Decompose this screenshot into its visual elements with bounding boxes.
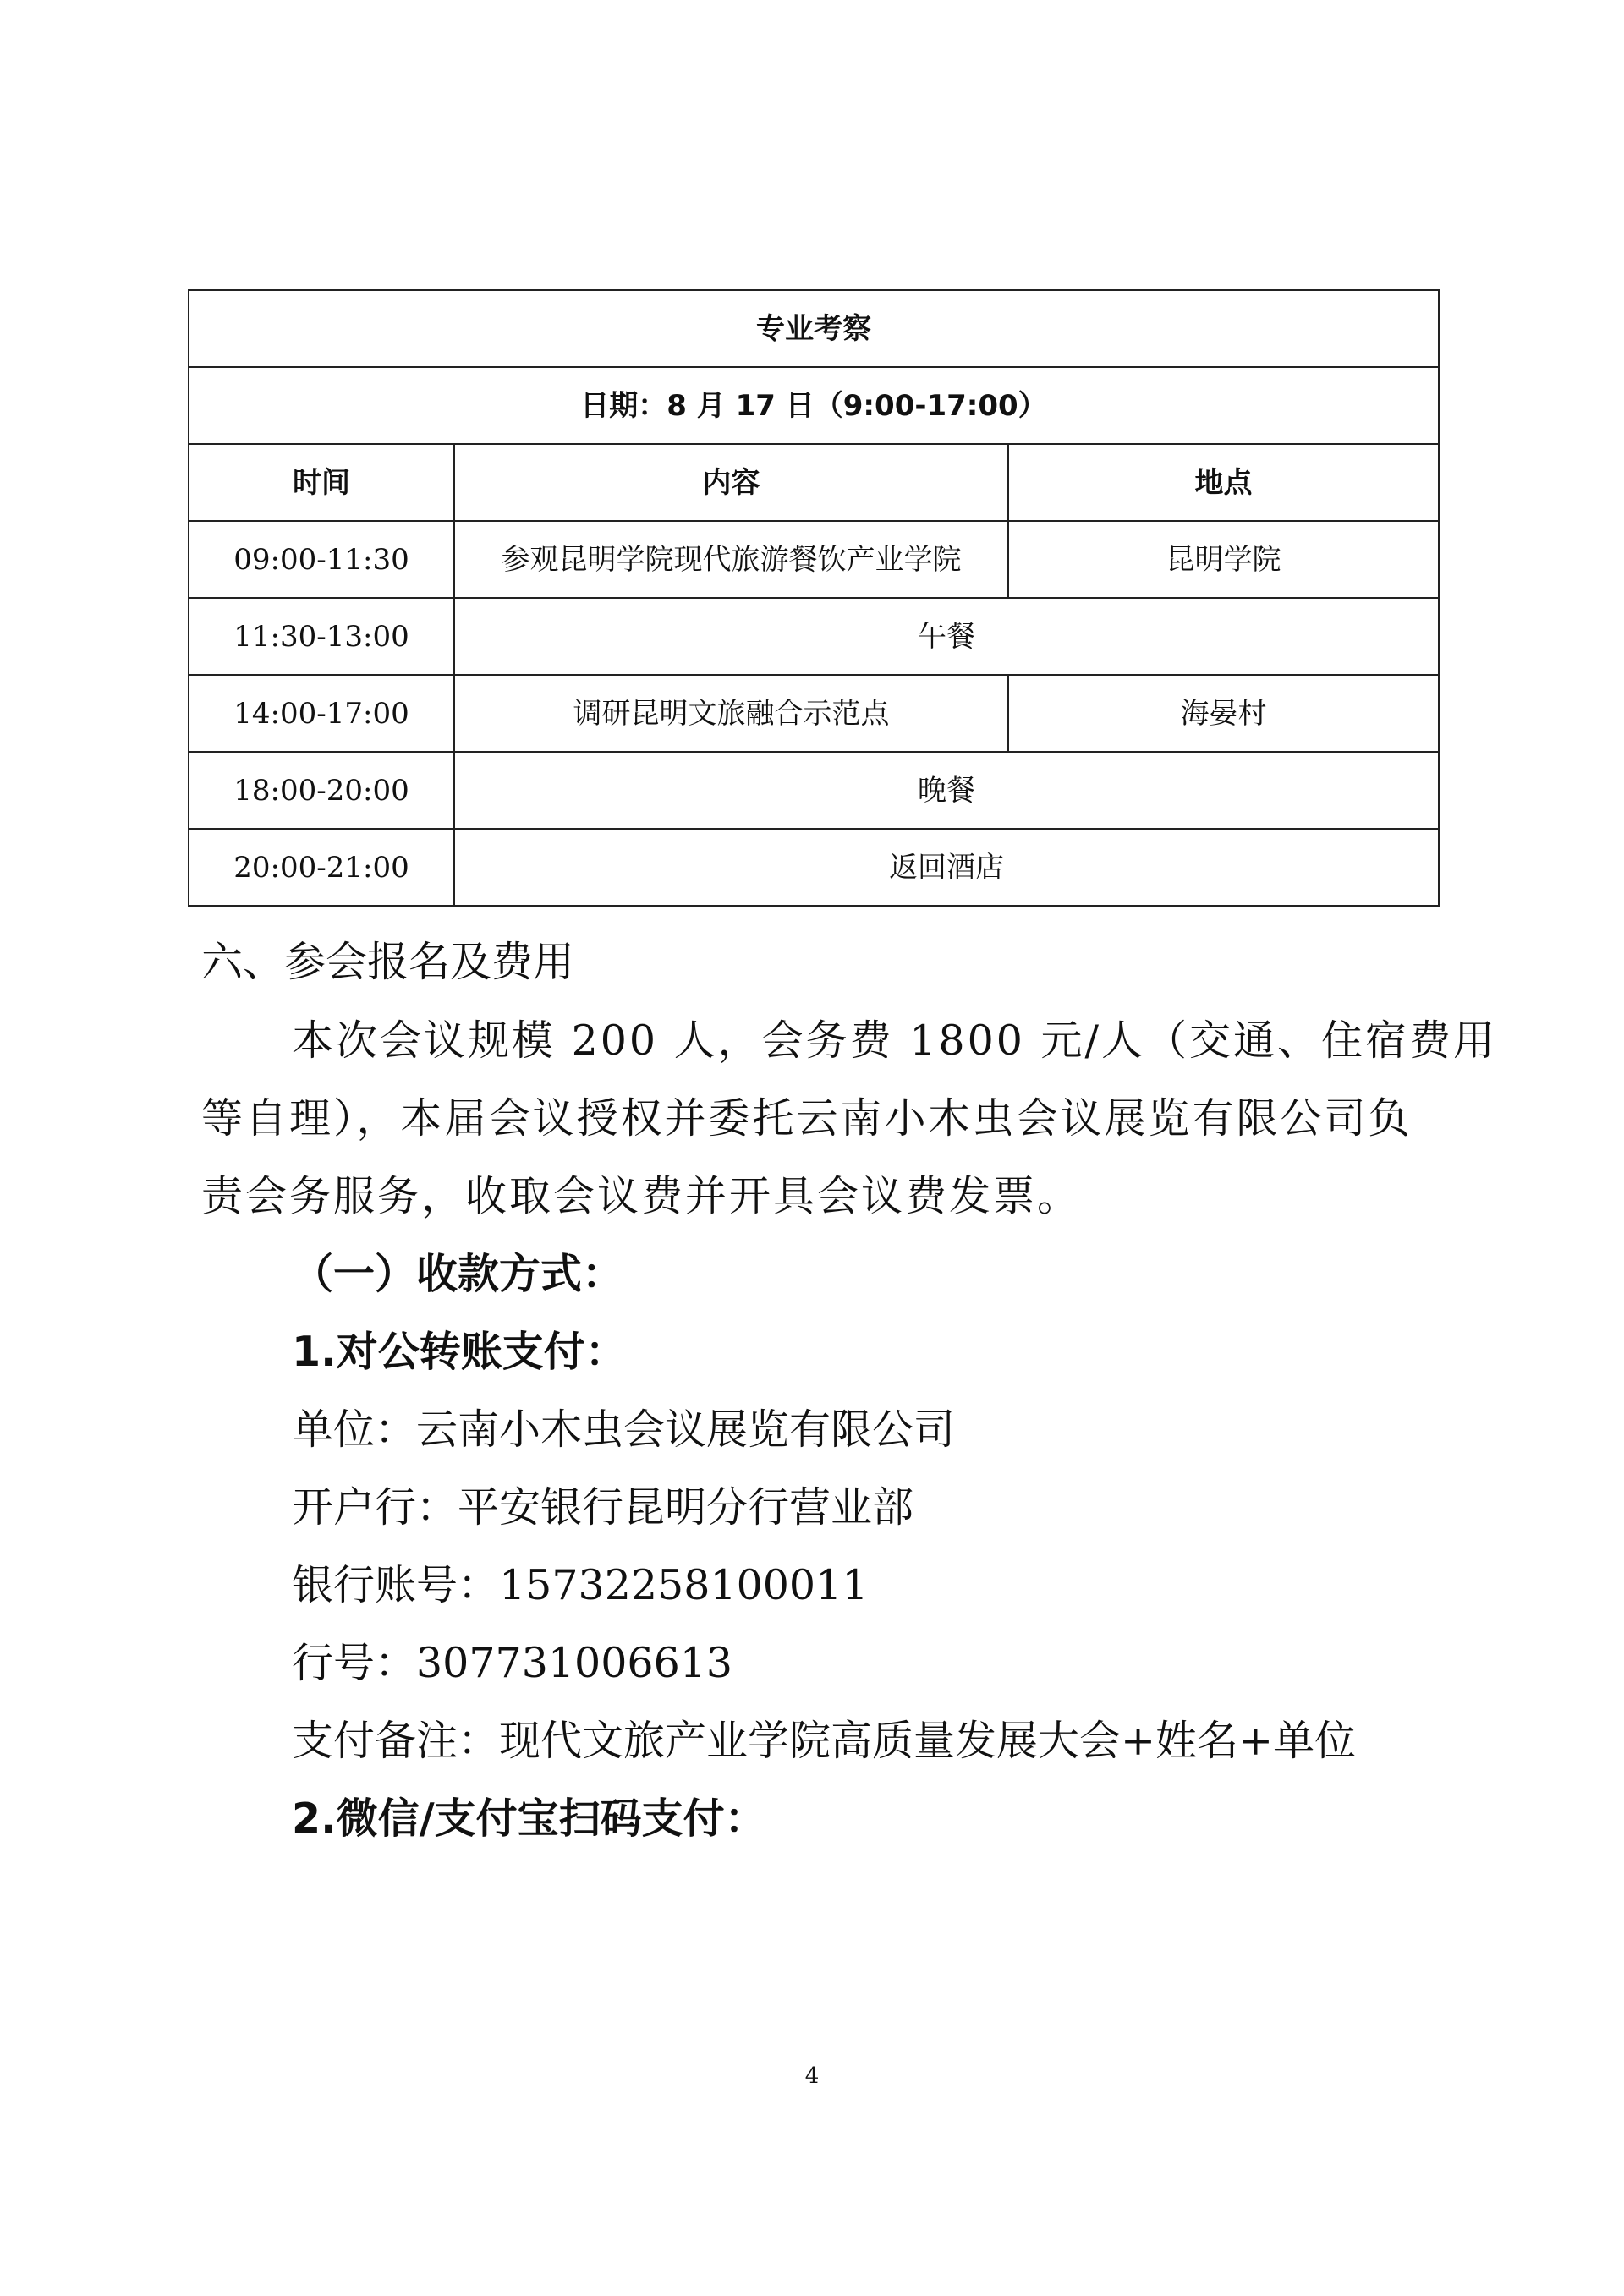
- header-place: 地点: [1008, 444, 1439, 521]
- page-number: 4: [804, 2063, 820, 2089]
- table-row: [189, 598, 1439, 675]
- table-row: [189, 675, 1439, 752]
- row-time: 18:00-20:00: [189, 752, 454, 829]
- table-title-row: [189, 290, 1439, 367]
- section-heading: 六、参会报名及费用: [201, 938, 575, 986]
- row-content: 返回酒店: [454, 829, 1439, 906]
- header-content: 内容: [454, 444, 1008, 521]
- method2-title: 2.微信/支付宝扫码支付：: [292, 1795, 766, 1843]
- detail-line: 开户行：平安银行昆明分行营业部: [292, 1483, 914, 1532]
- row-content: 调研昆明文旅融合示范点: [454, 675, 1008, 752]
- row-time: 09:00-11:30: [189, 521, 454, 598]
- paragraph-line: 责会务服务，收取会议费并开具会议费发票。: [201, 1172, 1082, 1220]
- method1-title: 1.对公转账支付：: [292, 1328, 627, 1376]
- row-place: 海晏村: [1008, 675, 1439, 752]
- schedule-table: [188, 289, 1440, 907]
- subheading: （一）收款方式：: [292, 1250, 624, 1298]
- header-time: 时间: [189, 444, 454, 521]
- row-content: 午餐: [454, 598, 1439, 675]
- row-time: 20:00-21:00: [189, 829, 454, 906]
- detail-line: 支付备注：现代文旅产业学院高质量发展大会+姓名+单位: [292, 1717, 1357, 1765]
- row-time: 11:30-13:00: [189, 598, 454, 675]
- detail-line: 行号：307731006613: [292, 1639, 733, 1687]
- table-title: 专业考察: [189, 290, 1439, 367]
- row-place: 昆明学院: [1008, 521, 1439, 598]
- table-row: [189, 521, 1439, 598]
- paragraph-line: 本次会议规模 200 人，会务费 1800 元/人（交通、住宿费用: [292, 1016, 1498, 1065]
- paragraph-line: 等自理），本届会议授权并委托云南小木虫会议展览有限公司负: [201, 1094, 1413, 1143]
- table-row: [189, 829, 1439, 906]
- detail-line: 单位：云南小木虫会议展览有限公司: [292, 1406, 956, 1454]
- table-date: 日期：8 月 17 日（9:00-17:00）: [189, 367, 1439, 444]
- table-row: [189, 752, 1439, 829]
- row-time: 14:00-17:00: [189, 675, 454, 752]
- row-content: 参观昆明学院现代旅游餐饮产业学院: [454, 521, 1008, 598]
- row-content: 晚餐: [454, 752, 1439, 829]
- detail-line: 银行账号：15732258100011: [292, 1561, 869, 1609]
- table-date-row: [189, 367, 1439, 444]
- table-header-row: [189, 444, 1439, 521]
